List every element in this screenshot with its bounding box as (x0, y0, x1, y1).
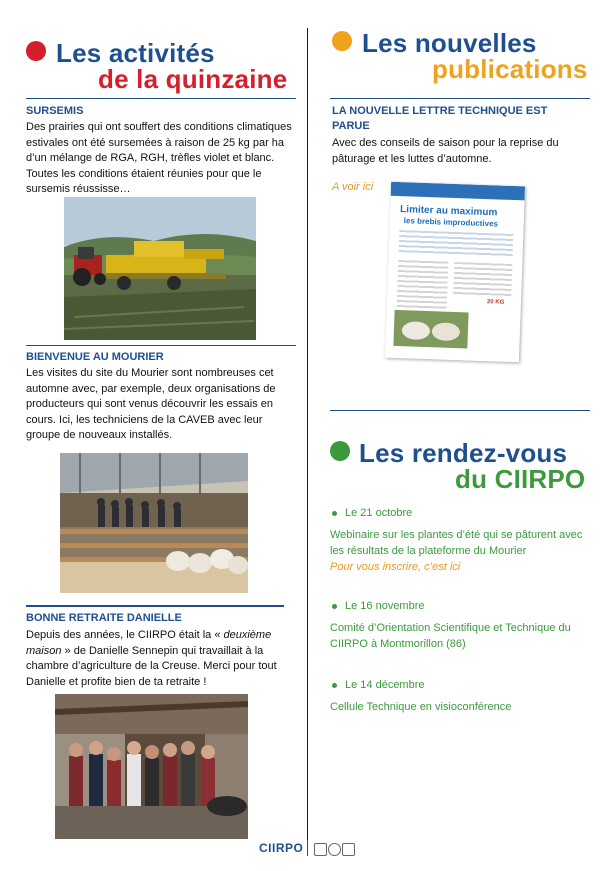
cover-band (391, 182, 525, 201)
red-dot-icon (26, 41, 46, 61)
cover-title-2: les brebis improductives (403, 216, 499, 229)
activities-heading-line2: de la quinzaine (98, 64, 288, 94)
section-rule (26, 98, 296, 99)
event-text: Webinaire sur les plantes d’été qui se pâturent avec les résultats de la plateforme du Mourier (330, 529, 583, 557)
event-date-text: Le 14 décembre (345, 679, 425, 691)
bullet-icon (332, 604, 337, 609)
cover-text-block (399, 230, 514, 258)
article-title-sursemis: SURSEMIS (26, 105, 84, 117)
event-register-link[interactable]: Pour vous inscrire, c’est ici (330, 561, 461, 573)
bullet-icon (332, 683, 337, 688)
body-text: Depuis des années, le CIIRPO était la « (26, 629, 224, 641)
website-icon[interactable] (314, 843, 327, 856)
publication-body: Avec des conseils de saison pour la reprise du pâturage et les luttes d’automne. (332, 137, 559, 165)
cover-column-right (453, 262, 512, 298)
event-date (332, 600, 425, 612)
event-date (332, 507, 412, 519)
group-photo (55, 694, 248, 839)
publications-heading-line1: Les nouvelles (362, 28, 537, 58)
orange-dot-icon (332, 31, 352, 51)
event-description: Comité d’Orientation Scientifique et Technique du CIIRPO à Montmorillon (86) (330, 622, 571, 650)
section-rule (26, 345, 296, 346)
article-body-sursemis: Des prairies qui ont souffert des conditions climatiques estivales ont été sursemées à raison de 25 kg par ha d’un mélange de RGA, RGH, trèfles violet et blanc. Toutes les conditions étaient réunies pour que le sursemis réussisse… (26, 121, 292, 195)
event-description: Cellule Technique en visioconférence (330, 701, 512, 713)
article-title-retraite: BONNE RETRAITE DANIELLE (26, 612, 182, 624)
rdv-heading-line2: du CIIRPO (455, 464, 586, 494)
event-date-text: Le 16 novembre (345, 600, 425, 612)
body-text: » de Danielle Sennepin qui travaillait à la chambre d’agriculture de la Creuse. Merci pour tout Danielle et profite bien de ta retraite ! (26, 644, 277, 688)
body-emphasis: deuxième maison (26, 629, 272, 657)
cover-column-left (397, 260, 449, 310)
article-body-retraite (26, 628, 288, 690)
article-title-mourier: BIENVENUE AU MOURIER (26, 351, 164, 363)
section-rule (330, 98, 590, 99)
activities-heading-line1: Les activités (56, 38, 215, 68)
event-description (330, 527, 592, 575)
green-dot-icon (330, 441, 350, 461)
event-date-text: Le 21 octobre (345, 507, 413, 519)
cover-sheep-photo (393, 310, 468, 349)
facebook-icon[interactable] (328, 843, 341, 856)
publications-heading-line2: publications (432, 54, 588, 84)
bullet-icon (332, 511, 337, 516)
cover-title-1: Limiter au maximum (399, 204, 498, 219)
newsletter-cover[interactable] (385, 182, 525, 363)
rdv-heading-line1: Les rendez-vous (359, 438, 568, 468)
ciirpo-logo: CIIRPO (259, 841, 304, 855)
publication-title: LA NOUVELLE LETTRE TECHNIQUE EST PARUE (332, 105, 548, 132)
section-rule (330, 410, 590, 411)
linkedin-icon[interactable] (342, 843, 355, 856)
sheep-barn-photo (60, 453, 248, 593)
footer-separator (307, 840, 308, 856)
event-date (332, 679, 425, 691)
article-body-mourier: Les visites du site du Mourier sont nombreuses cet automne avec, par exemple, deux organisations de producteurs qui sont venus découvrir les essais en cours. Ici, les techniciens de la CAVEB avec leur groupe de nouveaux installés. (26, 367, 276, 441)
tractor-photo (64, 197, 256, 340)
publication-link[interactable]: A voir ici (332, 181, 374, 193)
section-rule (26, 605, 284, 607)
column-divider (307, 28, 308, 856)
cover-badge: 20 KG (486, 299, 505, 306)
